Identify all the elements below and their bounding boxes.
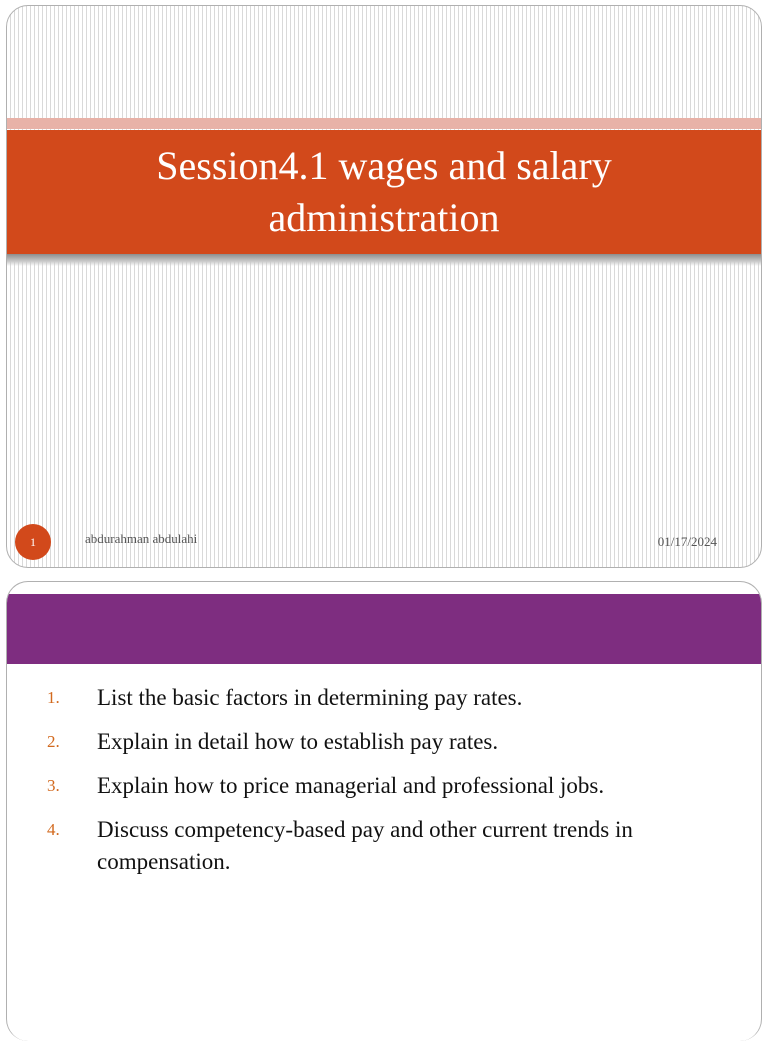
slide-number-badge: 1 — [15, 524, 51, 560]
slide-title: Session4.1 wages and salary administration — [156, 143, 612, 240]
list-item-number: 4. — [47, 820, 60, 839]
list-item — [47, 682, 727, 714]
header-band — [7, 594, 761, 664]
footer-date: 01/17/2024 — [657, 534, 717, 549]
title-accent-stripe — [7, 118, 761, 129]
list-item-text: Explain how to price managerial and professional jobs. — [97, 773, 605, 798]
list-item-text: Discuss competency-based pay and other current trends in compensation. — [97, 817, 633, 874]
title-band — [7, 130, 761, 254]
list-item — [47, 814, 727, 878]
list-item — [47, 770, 727, 802]
title-band-shadow — [7, 254, 761, 266]
list-item — [47, 726, 727, 758]
footer-author: abdurahman abdulahi — [85, 531, 198, 546]
list-item-number: 3. — [47, 776, 60, 795]
list-item-number: 1. — [47, 688, 60, 707]
list-item-text: List the basic factors in determining pay rates. — [97, 685, 523, 710]
list-item-text: Explain in detail how to establish pay rates. — [97, 729, 499, 754]
list-item-number: 2. — [47, 732, 60, 751]
objectives-slide — [6, 581, 762, 1041]
objectives-list — [47, 682, 727, 890]
title-slide — [6, 5, 762, 568]
